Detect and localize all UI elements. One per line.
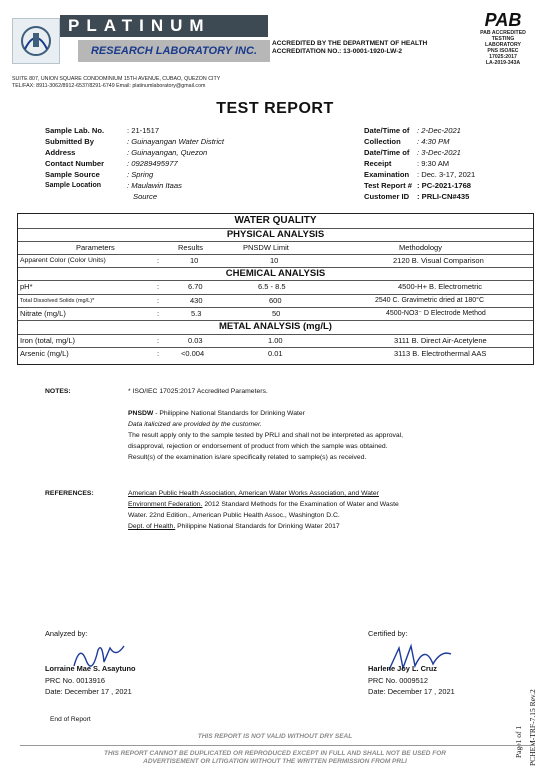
- info-label: Sample Lab. No.: [45, 126, 105, 135]
- report-title: TEST REPORT: [216, 100, 334, 117]
- footer-divider: [20, 745, 535, 746]
- limit-cell: 600: [269, 296, 282, 305]
- info-label: Sample Location: [45, 182, 102, 189]
- info-label: Examination: [364, 170, 410, 179]
- param-cell: Iron (total, mg/L): [20, 336, 76, 345]
- result-cell: 6.70: [188, 282, 203, 291]
- sample-info: [45, 126, 535, 212]
- colon-cell: :: [157, 349, 160, 358]
- reference-line: American Public Health Association, American Water Works Association, and Water: [128, 490, 379, 497]
- pab-line: TESTING: [491, 36, 515, 42]
- divider: [18, 307, 533, 308]
- table-row: [18, 296, 535, 306]
- info-label: Receipt: [364, 159, 392, 168]
- disclaimer-line: Result(s) of the examination is/are specifically related to sample(s) as received.: [128, 454, 367, 461]
- logo-bottom-text: RESEARCH LABORATORY INC.: [78, 40, 270, 62]
- info-label: Date/Time of: [364, 148, 410, 157]
- lab-logo-icon: [12, 18, 60, 64]
- info-value: Source: [133, 192, 158, 201]
- info-value: : 2-Dec-2021: [417, 126, 461, 135]
- limit-cell: 0.01: [268, 349, 283, 358]
- result-cell: 430: [190, 296, 203, 305]
- pab-line: PNS ISO/IEC: [487, 48, 519, 54]
- page-number: Page1 of 1: [514, 725, 523, 758]
- colon-cell: :: [157, 309, 160, 318]
- reference-line: [128, 521, 528, 532]
- notes-label: NOTES:: [45, 388, 71, 395]
- analyst-date: Date: December 17 , 2021: [45, 687, 132, 696]
- water-quality-table: [17, 213, 534, 365]
- table-row: [18, 256, 535, 266]
- divider: [18, 334, 533, 335]
- param-cell: pH*: [20, 282, 33, 291]
- divider: [18, 241, 533, 242]
- param-cell: Nitrate (mg/L): [20, 309, 66, 318]
- info-value: : 09289495977: [127, 159, 178, 168]
- reference-line: Water. 22nd Edition., American Public Health Assoc., Washington D.C.: [128, 512, 340, 519]
- method-cell: 4500-H+ B. Electrometric: [398, 282, 482, 291]
- certifier-date: Date: December 17 , 2021: [368, 687, 455, 696]
- reference-text: Philippine National Standards for Drinking Water 2017: [175, 523, 340, 530]
- dry-seal-notice: THIS REPORT IS NOT VALID WITHOUT DRY SEAL: [197, 733, 353, 740]
- pnsdw-note: [128, 408, 518, 419]
- reference-org: Dept. of Health.: [128, 523, 176, 530]
- param-cell: Total Dissolved Solids (mg/L)*: [20, 298, 95, 304]
- col-header: Results: [178, 243, 204, 252]
- param-cell: Arsenic (mg/L): [20, 349, 69, 358]
- info-label: Date/Time of: [364, 126, 410, 135]
- info-value: : 9:30 AM: [417, 159, 450, 168]
- param-cell: Apparent Color (Color Units): [20, 257, 106, 264]
- analyst-name: Lorraine Mae S. Asaytuno: [45, 664, 136, 673]
- certifier-prc: PRC No. 0009512: [368, 675, 428, 685]
- pab-line: PAB ACCREDITED: [480, 30, 526, 36]
- limit-cell: 6.5 - 8.5: [258, 282, 286, 291]
- col-header: Parameters: [76, 243, 115, 252]
- divider: [18, 294, 533, 295]
- method-cell: 3113 B. Electrothermal AAS: [394, 349, 487, 358]
- reference-text: 2012 Standard Methods for the Examination of Water and Waste: [202, 501, 399, 508]
- notes-block: [128, 386, 518, 463]
- analyst-prc: PRC No. 0013916: [45, 675, 105, 685]
- limit-cell: 10: [270, 256, 279, 265]
- info-label: Collection: [364, 137, 401, 146]
- pnsdw-term: PNSDW: [128, 410, 154, 417]
- form-code: PCHEM-TRF-7.15 Rev.2: [528, 689, 537, 766]
- table-row: [18, 282, 535, 292]
- method-cell: 2540 C. Gravimetric dried at 180°C: [375, 297, 485, 304]
- method-cell: 3111 B. Direct Air-Acetylene: [394, 336, 487, 345]
- pab-logo: PAB: [484, 10, 522, 30]
- divider: [18, 280, 533, 281]
- result-cell: 0.03: [188, 336, 203, 345]
- info-value: : 3-Dec-2021: [417, 148, 461, 157]
- pab-line: 17025:2017: [489, 54, 517, 60]
- method-cell: 2120 B. Visual Comparison: [393, 256, 484, 265]
- footer-line: THIS REPORT CANNOT BE DUPLICATED OR REPRODUCED EXCEPT IN FULL AND SHALL NOT BE USED FOR: [104, 750, 446, 757]
- info-value: : Dec. 3-17, 2021: [417, 170, 476, 179]
- disclaimer-line: disapproval, rejection or endorsement of product from which the sample was obtained.: [128, 443, 388, 450]
- info-value: : 21-1517: [127, 126, 160, 135]
- result-cell: <0.004: [181, 349, 205, 358]
- customer-data-note: Data italicized are provided by the customer.: [128, 421, 262, 428]
- colon-cell: :: [157, 336, 160, 345]
- divider: [18, 347, 533, 348]
- certifier-name: Harlene Joy L. Cruz: [368, 664, 437, 673]
- column-header-row: [18, 243, 535, 253]
- reference-line: [128, 499, 528, 510]
- info-value: : Guinayangan, Quezon: [127, 148, 208, 157]
- result-cell: 5.3: [191, 309, 202, 318]
- colon-cell: :: [157, 296, 160, 305]
- info-label: Submitted By: [45, 137, 94, 146]
- info-value: : 4:30 PM: [417, 137, 450, 146]
- references-label: REFERENCES:: [45, 490, 94, 497]
- footer-line: ADVERTISEMENT OR LITIGATION WITHOUT THE WRITTEN PERMISSION FROM PRLI: [143, 758, 407, 765]
- references-block: [128, 488, 528, 532]
- method-cell: 4500-NO3⁻ D Electrode Method: [386, 310, 486, 317]
- analyst-signature-block: [45, 663, 136, 698]
- reference-org: Environment Federation.: [128, 501, 203, 508]
- info-value: : Spring: [127, 170, 154, 179]
- accredited-note: * ISO/IEC 17025:2017 Accredited Parameters.: [128, 388, 268, 395]
- table-row: [18, 336, 535, 346]
- pnsdw-definition: - Philippine National Standards for Drinking Water: [153, 410, 305, 417]
- info-label: Customer ID: [364, 192, 410, 201]
- certifier-signature-block: [368, 663, 455, 698]
- pab-accreditation-badge: [468, 10, 538, 66]
- limit-cell: 50: [272, 309, 281, 318]
- info-label: Contact Number: [45, 159, 105, 168]
- section-heading: CHEMICAL ANALYSIS: [225, 268, 326, 279]
- analyzed-by-label: Analyzed by:: [45, 629, 88, 638]
- col-header: Methodology: [399, 243, 442, 252]
- divider: [18, 254, 533, 255]
- table-row: [18, 309, 535, 319]
- result-cell: 10: [190, 256, 199, 265]
- accreditation-line: ACCREDITED BY THE DEPARTMENT OF HEALTH: [272, 40, 428, 47]
- contact-line: TEL/FAX: 8911-3062/8912-6537/8291-6749 Email: platinumlaboratory@gmail.com: [12, 83, 206, 89]
- table-row: [18, 349, 535, 359]
- limit-cell: 1.00: [268, 336, 283, 345]
- colon-cell: :: [157, 282, 160, 291]
- col-header: PNSDW Limit: [243, 243, 289, 252]
- accreditation-number: ACCREDITATION NO.: 13-0001-1920-LW-2: [272, 48, 403, 55]
- section-heading: METAL ANALYSIS (mg/L): [219, 321, 332, 332]
- section-heading: PHYSICAL ANALYSIS: [226, 229, 325, 240]
- info-value: : Guinayangan Water District: [127, 137, 224, 146]
- table-heading: WATER QUALITY: [234, 215, 317, 226]
- info-value: : Maulawin Itaas: [127, 181, 182, 190]
- lab-address: [12, 76, 220, 90]
- pab-line: LA-2019-343A: [485, 60, 521, 66]
- address-line: SUITE 807, UNION SQUARE CONDOMINIUM 15TH AVENUE, CUBAO, QUEZON CITY: [12, 76, 221, 82]
- info-value: : PRLI-CN#435: [417, 192, 470, 201]
- info-label: Sample Source: [45, 170, 100, 179]
- info-value: : PC-2021-1768: [417, 181, 472, 190]
- logo-top-text: PLATINUM: [60, 15, 268, 37]
- info-label: Test Report #: [364, 181, 412, 190]
- certified-by-label: Certified by:: [368, 629, 408, 638]
- info-label: Address: [45, 148, 76, 157]
- colon-cell: :: [157, 256, 160, 265]
- pab-line: LABORATORY: [485, 42, 521, 48]
- end-of-report: End of Report: [50, 716, 91, 723]
- accreditation-block: [272, 40, 427, 56]
- disclaimer-line: The result apply only to the sample tested by PRLI and shall not be interpreted as approval,: [128, 432, 404, 439]
